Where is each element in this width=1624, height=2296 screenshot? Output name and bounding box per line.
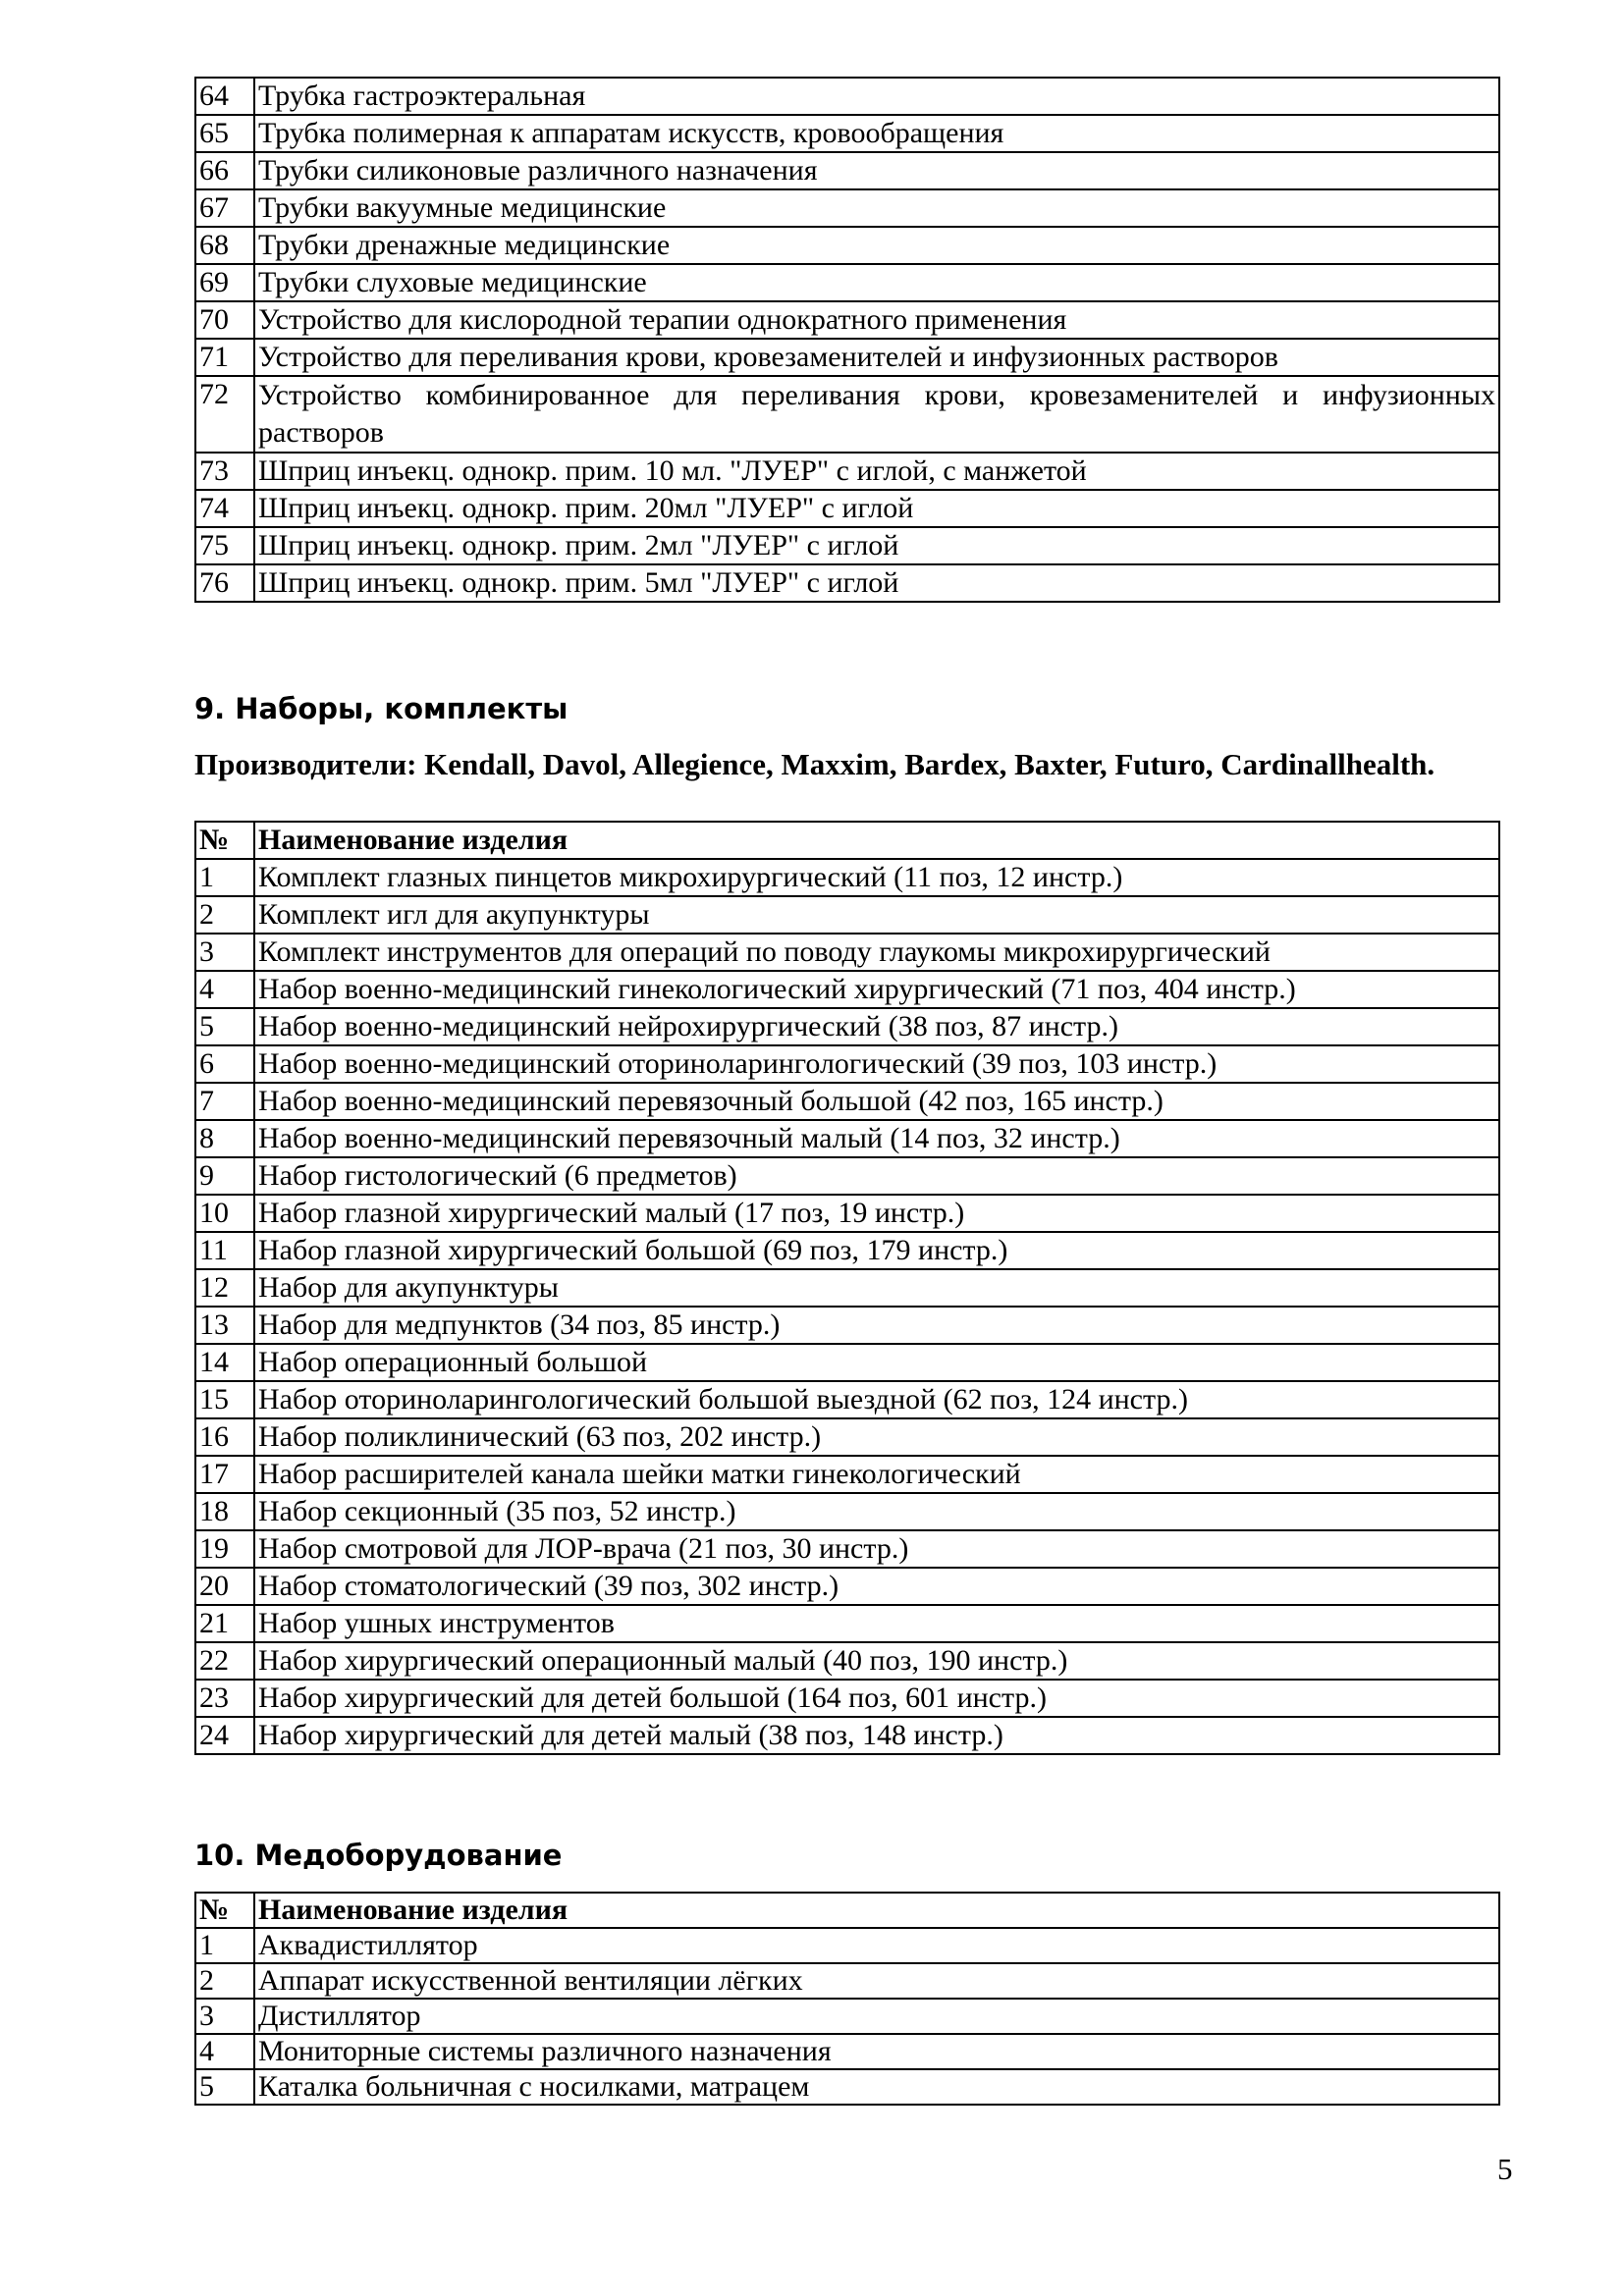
item-name: Набор глазной хирургический малый (17 поз, 19 инстр.) [254, 1195, 1499, 1232]
table-row [195, 564, 1499, 602]
row-number: 24 [195, 1717, 254, 1754]
column-header-name: Наименование изделия [254, 1893, 1499, 1928]
row-number: 71 [195, 339, 254, 376]
table-row [195, 189, 1499, 227]
row-number: 11 [195, 1232, 254, 1269]
table-row [195, 1568, 1499, 1605]
table-row [195, 301, 1499, 339]
row-number: 72 [195, 376, 254, 453]
table-row [195, 453, 1499, 490]
item-name: Трубка полимерная к аппаратам искусств, кровообращения [254, 115, 1499, 152]
row-number: 6 [195, 1045, 254, 1083]
item-name: Набор военно-медицинский перевязочный большой (42 поз, 165 инстр.) [254, 1083, 1499, 1120]
table-row [195, 1269, 1499, 1307]
item-name: Набор военно-медицинский нейрохирургический (38 поз, 87 инстр.) [254, 1008, 1499, 1045]
row-number: 17 [195, 1456, 254, 1493]
item-name: Набор для медпунктов (34 поз, 85 инстр.) [254, 1307, 1499, 1344]
row-number: 5 [195, 2069, 254, 2105]
table-row [195, 1083, 1499, 1120]
table-row [195, 1157, 1499, 1195]
row-number: 21 [195, 1605, 254, 1642]
table-row [195, 1381, 1499, 1418]
row-number: 3 [195, 1999, 254, 2034]
item-name: Набор стоматологический (39 поз, 302 инстр.) [254, 1568, 1499, 1605]
table-sets [194, 821, 1500, 1755]
item-name: Набор оториноларингологический большой выездной (62 поз, 124 инстр.) [254, 1381, 1499, 1418]
row-number: 8 [195, 1120, 254, 1157]
row-number: 18 [195, 1493, 254, 1530]
item-name: Набор расширителей канала шейки матки гинекологический [254, 1456, 1499, 1493]
row-number: 22 [195, 1642, 254, 1680]
row-number: 5 [195, 1008, 254, 1045]
item-name: Набор хирургический для детей большой (164 поз, 601 инстр.) [254, 1680, 1499, 1717]
table-row [195, 1456, 1499, 1493]
column-header-number: № [195, 822, 254, 859]
row-number: 10 [195, 1195, 254, 1232]
row-number: 2 [195, 1963, 254, 1999]
table-row [195, 339, 1499, 376]
table-header-row [195, 1893, 1499, 1928]
item-name: Набор для акупунктуры [254, 1269, 1499, 1307]
item-name: Мониторные системы различного назначения [254, 2034, 1499, 2069]
row-number: 16 [195, 1418, 254, 1456]
item-name: Набор секционный (35 поз, 52 инстр.) [254, 1493, 1499, 1530]
table-catalog-continued [194, 77, 1500, 603]
table-row [195, 934, 1499, 971]
table-row [195, 78, 1499, 115]
item-name: Набор хирургический операционный малый (40 поз, 190 инстр.) [254, 1642, 1499, 1680]
item-name: Набор смотровой для ЛОР-врача (21 поз, 30 инстр.) [254, 1530, 1499, 1568]
row-number: 75 [195, 527, 254, 564]
table-header-row [195, 822, 1499, 859]
item-name: Дистиллятор [254, 1999, 1499, 2034]
table-row [195, 2069, 1499, 2105]
row-number: 19 [195, 1530, 254, 1568]
table-row [195, 264, 1499, 301]
section-heading-equipment: 10. Медоборудование [194, 1839, 563, 1872]
row-number: 74 [195, 490, 254, 527]
table-row [195, 1680, 1499, 1717]
item-name: Трубки силиконовые различного назначения [254, 152, 1499, 189]
item-name: Аппарат искусственной вентиляции лёгких [254, 1963, 1499, 1999]
item-name: Устройство комбинированное для переливания крови, кровезаменителей и инфузионных растворов [254, 376, 1499, 453]
table-row [195, 971, 1499, 1008]
table-row [195, 1418, 1499, 1456]
item-name: Трубка гастроэктеральная [254, 78, 1499, 115]
row-number: 12 [195, 1269, 254, 1307]
item-name: Набор гистологический (6 предметов) [254, 1157, 1499, 1195]
row-number: 64 [195, 78, 254, 115]
table-row [195, 896, 1499, 934]
table-row [195, 152, 1499, 189]
row-number: 4 [195, 2034, 254, 2069]
row-number: 1 [195, 1928, 254, 1963]
row-number: 1 [195, 859, 254, 896]
item-name: Набор поликлинический (63 поз, 202 инстр.) [254, 1418, 1499, 1456]
item-name: Набор военно-медицинский гинекологический хирургический (71 поз, 404 инстр.) [254, 971, 1499, 1008]
table-row [195, 1008, 1499, 1045]
row-number: 4 [195, 971, 254, 1008]
item-name: Шприц инъекц. однокр. прим. 10 мл. "ЛУЕР" с иглой, с манжетой [254, 453, 1499, 490]
row-number: 14 [195, 1344, 254, 1381]
table-row [195, 1120, 1499, 1157]
table-row [195, 859, 1499, 896]
item-name: Комплект глазных пинцетов микрохирургический (11 поз, 12 инстр.) [254, 859, 1499, 896]
item-name: Шприц инъекц. однокр. прим. 20мл "ЛУЕР" с иглой [254, 490, 1499, 527]
row-number: 13 [195, 1307, 254, 1344]
item-name: Шприц инъекц. однокр. прим. 5мл "ЛУЕР" с иглой [254, 564, 1499, 602]
item-name: Каталка больничная с носилками, матрацем [254, 2069, 1499, 2105]
item-name: Набор военно-медицинский оториноларингологический (39 поз, 103 инстр.) [254, 1045, 1499, 1083]
table-row [195, 376, 1499, 453]
table-row [195, 1195, 1499, 1232]
row-number: 67 [195, 189, 254, 227]
item-name: Устройство для кислородной терапии однократного применения [254, 301, 1499, 339]
table-row [195, 1045, 1499, 1083]
item-name: Набор глазной хирургический большой (69 поз, 179 инстр.) [254, 1232, 1499, 1269]
table-row [195, 1999, 1499, 2034]
manufacturers-line: Производители: Kendall, Davol, Allegience, Maxxim, Bardex, Baxter, Futuro, Cardinallhealth. [194, 747, 1435, 781]
item-name: Трубки слуховые медицинские [254, 264, 1499, 301]
table-row [195, 1928, 1499, 1963]
row-number: 15 [195, 1381, 254, 1418]
column-header-name: Наименование изделия [254, 822, 1499, 859]
item-name: Шприц инъекц. однокр. прим. 2мл "ЛУЕР" с иглой [254, 527, 1499, 564]
row-number: 76 [195, 564, 254, 602]
item-name: Аквадистиллятор [254, 1928, 1499, 1963]
table-row [195, 1642, 1499, 1680]
item-name: Комплект игл для акупунктуры [254, 896, 1499, 934]
item-name: Набор ушных инструментов [254, 1605, 1499, 1642]
row-number: 23 [195, 1680, 254, 1717]
table-row [195, 1717, 1499, 1754]
row-number: 2 [195, 896, 254, 934]
table-row [195, 2034, 1499, 2069]
item-name: Трубки дренажные медицинские [254, 227, 1499, 264]
table-row [195, 1493, 1499, 1530]
item-name: Набор операционный большой [254, 1344, 1499, 1381]
page-number: 5 [1497, 2152, 1513, 2186]
row-number: 65 [195, 115, 254, 152]
item-name: Комплект инструментов для операций по поводу глаукомы микрохирургический [254, 934, 1499, 971]
row-number: 66 [195, 152, 254, 189]
row-number: 3 [195, 934, 254, 971]
column-header-number: № [195, 1893, 254, 1928]
table-row [195, 1605, 1499, 1642]
table-row [195, 1344, 1499, 1381]
table-equipment [194, 1892, 1500, 2106]
item-name: Трубки вакуумные медицинские [254, 189, 1499, 227]
table-row [195, 1232, 1499, 1269]
row-number: 7 [195, 1083, 254, 1120]
table-row [195, 1530, 1499, 1568]
table-row [195, 227, 1499, 264]
item-name: Набор военно-медицинский перевязочный малый (14 поз, 32 инстр.) [254, 1120, 1499, 1157]
table-row [195, 115, 1499, 152]
table-row [195, 1307, 1499, 1344]
section-heading-sets: 9. Наборы, комплекты [194, 692, 568, 725]
table-row [195, 1963, 1499, 1999]
row-number: 69 [195, 264, 254, 301]
row-number: 73 [195, 453, 254, 490]
row-number: 20 [195, 1568, 254, 1605]
row-number: 9 [195, 1157, 254, 1195]
table-row [195, 490, 1499, 527]
item-name: Устройство для переливания крови, кровезаменителей и инфузионных растворов [254, 339, 1499, 376]
item-name: Набор хирургический для детей малый (38 поз, 148 инстр.) [254, 1717, 1499, 1754]
row-number: 70 [195, 301, 254, 339]
table-row [195, 527, 1499, 564]
row-number: 68 [195, 227, 254, 264]
